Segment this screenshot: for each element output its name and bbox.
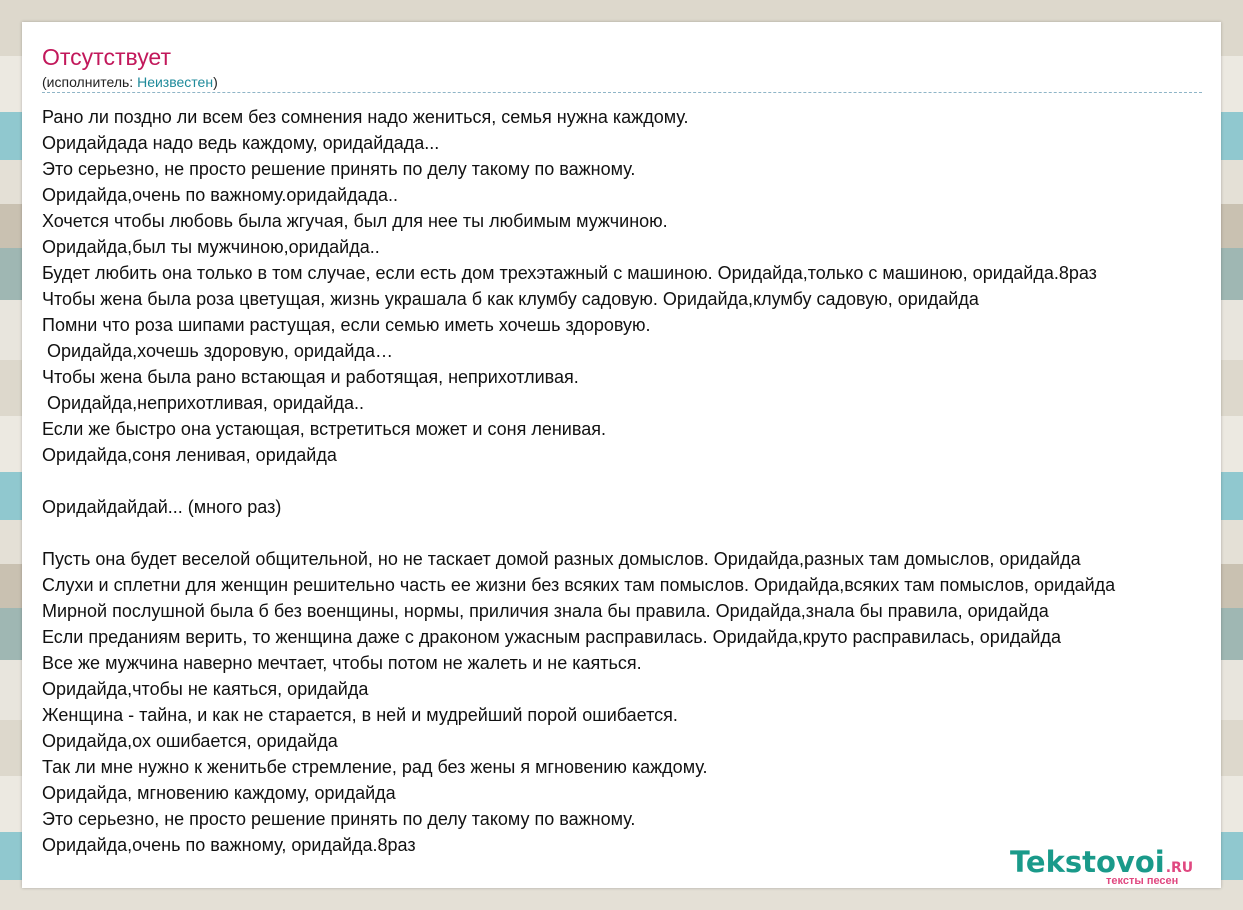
artist-suffix: )	[213, 74, 218, 90]
artist-line	[42, 73, 218, 91]
lyric-line	[42, 468, 1217, 494]
lyric-line: Оридайда, мгновению каждому, оридайда	[42, 783, 396, 803]
song-title: Отсутствует	[42, 44, 171, 70]
lyric-line: Хочется чтобы любовь была жгучая, был для нее ты любимым мужчиною.	[42, 211, 668, 231]
lyric-line: Пусть она будет веселой общительной, но не таскает домой разных домыслов. Оридайда,разных там домыслов, оридайда	[42, 549, 1081, 569]
lyric-line: Оридайда,очень по важному.оридайдада..	[42, 185, 399, 205]
title-divider	[42, 92, 1202, 93]
lyric-line: Помни что роза шипами растущая, если семью иметь хочешь здоровую.	[42, 315, 651, 335]
lyric-line: Оридайдада надо ведь каждому, оридайдада...	[42, 133, 440, 153]
lyric-line: Женщина - тайна, и как не старается, в ней и мудрейший порой ошибается.	[42, 705, 678, 725]
lyric-line: Рано ли поздно ли всем без сомнения надо жениться, семья нужна каждому.	[42, 107, 689, 127]
logo-tagline: тексты песен	[1106, 875, 1179, 887]
artist-link[interactable]: Неизвестен	[137, 74, 214, 90]
lyric-line: Оридайда,ох ошибается, оридайда	[42, 731, 338, 751]
lyric-line: Будет любить она только в том случае, если есть дом трехэтажный с машиною. Оридайда,только с машиною, оридайда.8раз	[42, 263, 1097, 283]
lyric-line: Мирной послушной была б без военщины, нормы, приличия знала бы правила. Оридайда,знала бы правила, оридайда	[42, 601, 1049, 621]
lyric-line: Оридайда,неприхотливая, оридайда..	[42, 393, 365, 413]
lyric-line: Все же мужчина наверно мечтает, чтобы потом не жалеть и не каяться.	[42, 653, 642, 673]
artist-prefix: (исполнитель:	[42, 74, 138, 90]
logo-tld: .RU	[1165, 860, 1194, 876]
lyric-line: Чтобы жена была рано встающая и работящая, неприхотливая.	[42, 367, 579, 387]
lyrics-text	[42, 104, 1217, 858]
lyric-line: Оридайда,очень по важному, оридайда.8раз	[42, 835, 416, 855]
lyric-line	[42, 520, 1217, 546]
lyric-line: Если же быстро она устающая, встретиться может и соня ленивая.	[42, 419, 606, 439]
lyric-line: Оридайдайдай... (много раз)	[42, 497, 282, 517]
lyric-line: Чтобы жена была роза цветущая, жизнь украшала б как клумбу садовую. Оридайда,клумбу садовую, оридайда	[42, 289, 979, 309]
lyrics-card	[22, 22, 1221, 888]
lyric-line: Так ли мне нужно к женитьбе стремление, рад без жены я мгновению каждому.	[42, 757, 708, 777]
lyric-line: Если преданиям верить, то женщина даже с драконом ужасным расправилась. Оридайда,круто расправилась, оридайда	[42, 627, 1061, 647]
lyric-line: Оридайда,хочешь здоровую, оридайда…	[42, 341, 393, 361]
lyric-line: Оридайда,соня ленивая, оридайда	[42, 445, 337, 465]
lyric-line: Оридайда,чтобы не каяться, оридайда	[42, 679, 369, 699]
lyric-line: Слухи и сплетни для женщин решительно часть ее жизни без всяких там помыслов. Оридайда,всяких там помыслов, оридайда	[42, 575, 1116, 595]
lyric-line: Это серьезно, не просто решение принять по делу такому по важному.	[42, 159, 636, 179]
lyric-line: Это серьезно, не просто решение принять по делу такому по важному.	[42, 809, 636, 829]
lyric-line: Оридайда,был ты мужчиною,оридайда..	[42, 237, 380, 257]
logo-main-text: Tekstovoi	[1010, 845, 1165, 879]
site-logo[interactable]	[1010, 846, 1220, 886]
